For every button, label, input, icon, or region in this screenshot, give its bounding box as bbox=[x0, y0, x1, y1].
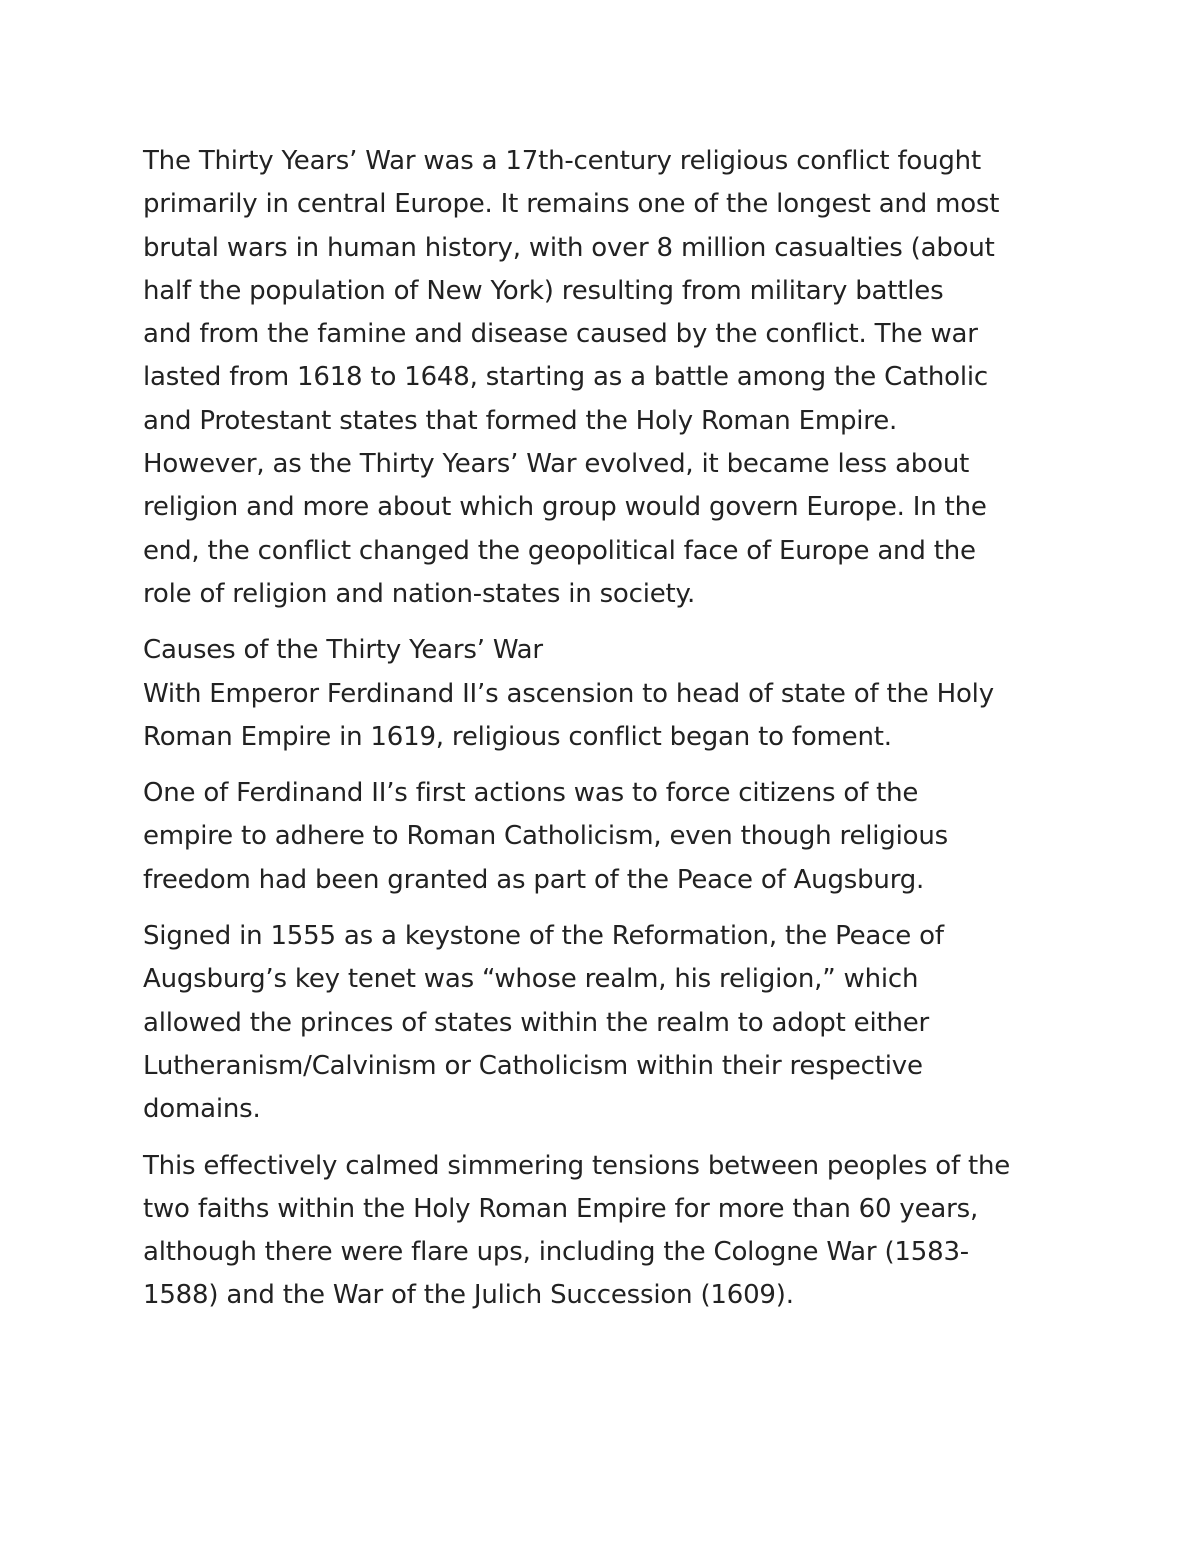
paragraph-causes bbox=[143, 629, 1068, 759]
paragraph-line: Signed in 1555 as a keystone of the Reformation, the Peace of bbox=[143, 921, 944, 952]
paragraph-line: domains. bbox=[143, 1094, 261, 1125]
paragraph-line: empire to adhere to Roman Catholicism, even though religious bbox=[143, 821, 948, 852]
paragraph-line: primarily in central Europe. It remains one of the longest and most bbox=[143, 189, 1000, 220]
paragraph-line: half the population of New York) resulting from military battles bbox=[143, 275, 944, 306]
paragraph-line: and from the famine and disease caused by the conflict. The war bbox=[143, 319, 978, 350]
paragraph-line: Roman Empire in 1619, religious conflict began to foment. bbox=[143, 721, 892, 752]
document-body bbox=[143, 140, 1068, 1318]
section-heading: Causes of the Thirty Years’ War bbox=[143, 635, 543, 666]
paragraph-line: lasted from 1618 to 1648, starting as a battle among the Catholic bbox=[143, 362, 988, 393]
paragraph-ferdinand bbox=[143, 772, 1068, 902]
paragraph-line: freedom had been granted as part of the Peace of Augsburg. bbox=[143, 864, 925, 895]
paragraph-line: brutal wars in human history, with over 8 million casualties (about bbox=[143, 232, 995, 263]
paragraph-line: 1588) and the War of the Julich Succession (1609). bbox=[143, 1280, 794, 1311]
paragraph-line: This effectively calmed simmering tensions between peoples of the bbox=[143, 1150, 1011, 1181]
paragraph-line: One of Ferdinand II’s first actions was to force citizens of the bbox=[143, 778, 919, 809]
paragraph-augsburg bbox=[143, 915, 1068, 1131]
paragraph-line: However, as the Thirty Years’ War evolved, it became less about bbox=[143, 449, 970, 480]
paragraph-line: The Thirty Years’ War was a 17th-century religious conflict fought bbox=[143, 146, 981, 176]
paragraph-line: Lutheranism/Calvinism or Catholicism within their respective bbox=[143, 1050, 923, 1081]
paragraph-line: Augsburg’s key tenet was “whose realm, his religion,” which bbox=[143, 964, 919, 995]
paragraph-line: although there were flare ups, including the Cologne War (1583- bbox=[143, 1237, 969, 1268]
paragraph-line: allowed the princes of states within the realm to adopt either bbox=[143, 1007, 930, 1038]
paragraph-line: end, the conflict changed the geopolitical face of Europe and the bbox=[143, 535, 976, 566]
paragraph-line: role of religion and nation-states in society. bbox=[143, 578, 696, 609]
paragraph-line: With Emperor Ferdinand II’s ascension to head of state of the Holy bbox=[143, 678, 994, 709]
paragraph-line: religion and more about which group would govern Europe. In the bbox=[143, 492, 987, 523]
paragraph-intro bbox=[143, 140, 1068, 616]
paragraph-line: two faiths within the Holy Roman Empire for more than 60 years, bbox=[143, 1193, 979, 1224]
paragraph-line: and Protestant states that formed the Holy Roman Empire. bbox=[143, 405, 898, 436]
paragraph-tensions bbox=[143, 1145, 1068, 1318]
